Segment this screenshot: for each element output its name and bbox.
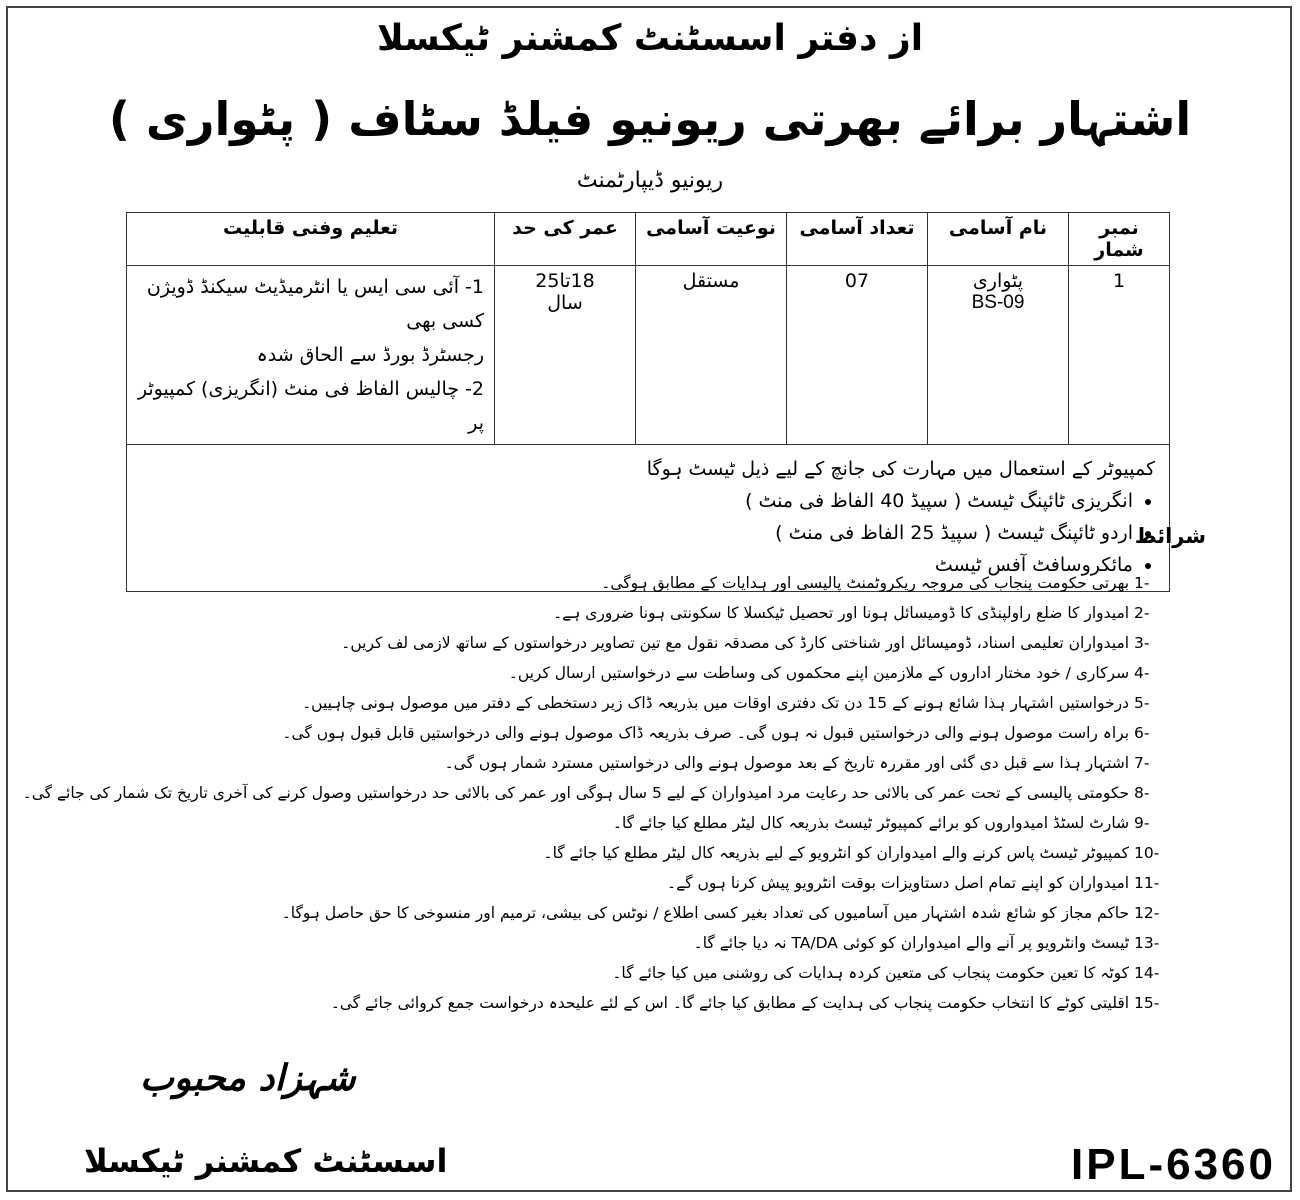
office-heading: از دفتر اسسٹنٹ کمشنر ٹیکسلا (376, 18, 924, 59)
condition-number: -15 (1134, 994, 1160, 1012)
list-item (174, 928, 1174, 958)
list-item (22, 778, 1174, 808)
cell-post-name (928, 266, 1069, 445)
age-unit: سال (547, 292, 583, 314)
list-item (174, 718, 1174, 748)
serial-value: 1 (1112, 270, 1126, 292)
condition-text: اقلیتی کوٹے کا انتخاب حکومت پنجاب کی ہدایت کے مطابق کیا جائے گا۔ اس کے لئے علیحدہ درخواست جمع کروائی جائے گی۔ (330, 994, 1130, 1012)
condition-text: کمپیوٹر ٹیسٹ پاس کرنے والے امیدواران کو انٹرویو کے لیے بذریعہ کال لیٹر مطلع کیا جائے گا۔ (543, 844, 1130, 862)
condition-text: براہ راست موصول ہونے والی درخواستیں قبول نہ ہوں گی۔ صرف بذریعہ ڈاک موصول ہونے والی درخواستیں قابل قبول ہوں گی۔ (282, 724, 1130, 742)
tests-intro: کمپیوٹر کے استعمال میں مہارت کی جانچ کے لیے ذیل ٹیسٹ ہوگا (646, 458, 1155, 480)
tests-list (141, 485, 1155, 581)
condition-number: -1 (1134, 574, 1150, 592)
list-item (174, 868, 1174, 898)
condition-number: -12 (1134, 904, 1160, 922)
list-item (174, 808, 1174, 838)
condition-text: درخواستیں اشتہار ہذا شائع ہونے کے 15 دن تک دفتری اوقات میں بذریعہ ڈاک زیر دستخطی کے دفتر میں موصول ہونی چاہییں۔ (302, 694, 1130, 712)
condition-number: -3 (1134, 634, 1150, 652)
list-item (174, 838, 1174, 868)
cell-qualification (127, 266, 495, 445)
condition-text: شارٹ لسٹڈ امیدواروں کو برائے کمپیوٹر ٹیسٹ بذریعہ کال لیٹر مطلع کیا جائے گا۔ (612, 814, 1130, 832)
header-qualification: تعلیم وفنی قابلیت (127, 213, 495, 266)
list-item (174, 958, 1174, 988)
list-item (174, 628, 1174, 658)
list-item (174, 688, 1174, 718)
condition-number: -10 (1134, 844, 1160, 862)
condition-text: سرکاری / خود مختار اداروں کے ملازمین اپنے محکموں کی وساطت سے درخواستیں ارسال کریں۔ (508, 664, 1130, 682)
condition-number: -6 (1134, 724, 1150, 742)
conditions-list (22, 568, 1174, 1018)
department-name: ریونیو ڈیپارٹمنٹ (576, 168, 724, 193)
condition-number: -4 (1134, 664, 1150, 682)
post-grade: BS-09 (971, 292, 1025, 313)
condition-number: -2 (1134, 604, 1150, 622)
cell-post-nature (636, 266, 787, 445)
condition-text: امیدوار کا ضلع راولپنڈی کا ڈومیسائل ہونا اور تحصیل ٹیکسلا کا سکونتی ہونا ضروری ہے۔ (553, 604, 1130, 622)
list-item (174, 658, 1174, 688)
cell-age-limit (495, 266, 636, 445)
condition-text: امیدواران تعلیمی اسناد، ڈومیسائل اور شناختی کارڈ کی مصدقہ نقول مع تین تصاویر درخواستوں کے ساتھ لازمی لف کریں۔ (341, 634, 1130, 652)
condition-number: -7 (1134, 754, 1150, 772)
cell-post-count (787, 266, 928, 445)
header-post-name: نام آسامی (928, 213, 1069, 266)
condition-number: -11 (1134, 874, 1160, 892)
list-item: • مائکروسافٹ آفس ٹیسٹ (141, 549, 1133, 581)
reference-code: IPL-6360 (1071, 1140, 1276, 1189)
condition-number: -8 (1134, 784, 1150, 802)
condition-text: اشتہار ہذا سے قبل دی گئی اور مقررہ تاریخ کے بعد موصول ہونے والی درخواستیں مسترد شمار ہوں گی۔ (444, 754, 1130, 772)
list-item: • انگریزی ٹائپنگ ٹیسٹ ( سپیڈ 40 الفاظ فی منٹ ) (141, 485, 1133, 517)
header-post-nature: نوعیت آسامی (636, 213, 787, 266)
list-item: • اردو ٹائپنگ ٹیسٹ ( سپیڈ 25 الفاظ فی منٹ ) (141, 517, 1133, 549)
post-nature: مستقل (682, 270, 740, 292)
cell-serial (1069, 266, 1170, 445)
condition-text: حاکم مجاز کو شائع شدہ اشتہار میں آسامیوں کی تعداد بغیر کسی اطلاع / نوٹس کی بیشی، ترمیم اور منسوخی کا حق حاصل ہوگا۔ (281, 904, 1130, 922)
condition-text: بھرتی حکومت پنجاب کی مروجہ ریکروٹمنٹ پالیسی اور ہدایات کے مطابق ہوگی۔ (601, 574, 1130, 592)
signatory-designation: اسسٹنٹ کمشنر ٹیکسلا (84, 1142, 448, 1180)
table-header-row (127, 213, 1170, 266)
header-post-count: تعداد آسامی (787, 213, 928, 266)
condition-number: -14 (1134, 964, 1160, 982)
condition-text: امیدواران کو اپنے تمام اصل دستاویزات بوقت انٹرویو پیش کرنا ہوں گے۔ (667, 874, 1130, 892)
condition-text: ٹیسٹ وانٹرویو پر آنے والے امیدواران کو کوئی TA/DA نہ دیا جائے گا۔ (693, 934, 1130, 952)
post-name: پٹواری (972, 270, 1024, 292)
signatory-name: شہزاد محبوب (140, 1058, 356, 1099)
qualification-1b: رجسٹرڈ بورڈ سے الحاق شدہ (256, 344, 484, 366)
table-row (127, 266, 1170, 445)
post-count: 07 (844, 270, 870, 292)
age-range: 18تا25 (535, 270, 595, 292)
advertisement-title: اشتہار برائے بھرتی ریونیو فیلڈ سٹاف ( پٹواری ) (108, 92, 1192, 146)
condition-number: -9 (1134, 814, 1150, 832)
vacancy-table (126, 212, 1170, 592)
condition-number: -13 (1134, 934, 1160, 952)
list-item (174, 748, 1174, 778)
condition-text: کوٹہ کا تعین حکومت پنجاب کی متعین کردہ ہدایات کی روشنی میں کیا جائے گا۔ (612, 964, 1130, 982)
list-item (174, 988, 1174, 1018)
list-item (174, 598, 1174, 628)
qualification-2: 2- چالیس الفاظ فی منٹ (انگریزی) کمپیوٹر پر (137, 378, 484, 434)
header-serial: نمبر شمار (1069, 213, 1170, 266)
header-age-limit: عمر کی حد (495, 213, 636, 266)
condition-number: -5 (1134, 694, 1150, 712)
conditions-heading: شرائط (1134, 524, 1206, 548)
condition-text: حکومتی پالیسی کے تحت عمر کی بالائی حد رعایت مرد امیدواران کے لیے 5 سال ہوگی اور عمر کی بالائی حد درخواستیں وصول کرنے کی آخری تاریخ تک شمار کی جائے گی۔ (22, 784, 1130, 802)
list-item (174, 568, 1174, 598)
qualification-1: 1- آئی سی ایس یا انٹرمیڈیٹ سیکنڈ ڈویژن کسی بھی (146, 276, 484, 332)
list-item (174, 898, 1174, 928)
